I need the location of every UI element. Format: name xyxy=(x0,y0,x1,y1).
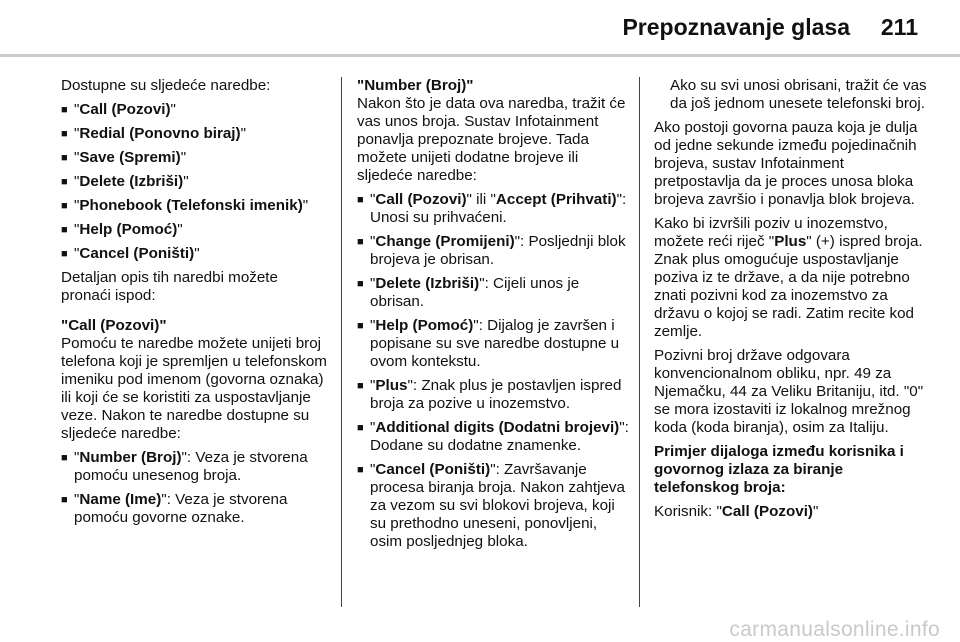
column-3 xyxy=(654,77,932,527)
continuation-text: Ako su svi unosi obrisani, tražit će vas da još jednom unesete telefonski broj. xyxy=(670,77,927,112)
call-heading: "Call (Pozovi)" xyxy=(61,317,167,334)
call-text: Pomoću te naredbe možete unijeti broj telefona koji je spremljen u telefonskom imeniku pod imenom (govorna oznaka) ili koji će se koristiti za uspostavljanje veze. Nakon te naredbe dostupne su sljedeće naredbe: xyxy=(61,335,327,442)
number-command-item: ■ "Plus": Znak plus je postavljen ispred broja za pozive u inozemstvo. xyxy=(357,377,629,413)
column-divider xyxy=(341,77,342,607)
command-item: ■ "Phonebook (Telefonski imenik)" xyxy=(61,197,329,215)
number-command-item: ■ "Cancel (Poništi)": Završavanje procesa biranja broja. Nakon zahtjeva za vezom su svi blokovi brojeva, koji su prethodno uneseni, ponovljeni, osim posljednjeg bloka. xyxy=(357,461,629,551)
number-command-item: ■ "Delete (Izbriši)": Cijeli unos je obrisan. xyxy=(357,275,629,311)
number-command-item: ■ "Change (Promijeni)": Posljednji blok brojeva je obrisan. xyxy=(357,233,629,269)
command-item: ■ "Call (Pozovi)" xyxy=(61,101,329,119)
number-text: Nakon što je data ova naredba, tražit će vas unos broja. Sustav Infotainment ponavlja prepoznate brojeve. Tada možete unijeti dodatne brojeve ili sljedeće naredbe: xyxy=(357,95,626,184)
number-command-item: ■ "Additional digits (Dodatni brojevi)": Dodane su dodatne znamenke. xyxy=(357,419,629,455)
command-item: ■ "Save (Spremi)" xyxy=(61,149,329,167)
column-2 xyxy=(357,77,629,557)
command-item: ■ "Help (Pomoć)" xyxy=(61,221,329,239)
number-command-item: ■ "Call (Pozovi)" ili "Accept (Prihvati)": Unosi su prihvaćeni. xyxy=(357,191,629,227)
header-rule xyxy=(0,54,960,57)
command-item: ■ "Delete (Izbriši)" xyxy=(61,173,329,191)
watermark: carmanualsonline.info xyxy=(729,618,940,641)
page-header xyxy=(0,0,960,62)
country-code-paragraph: Pozivni broj države odgovara konvencionalnom obliku, npr. 49 za Njemačku, 44 za Veliku Britaniju, itd. "0" se mora izostaviti iz lokalnog mrežnog koda (koda biranja), osim za Italiju. xyxy=(654,347,924,436)
example-heading: Primjer dijaloga između korisnika i govornog izlaza za biranje telefonskog broja: xyxy=(654,443,904,496)
pause-paragraph: Ako postoji govorna pauza koja je dulja od jedne sekunde između pojedinačnih brojeva, sustav Infotainment pretpostavlja da je proces unosa bloka brojeva završio i ponavlja blok brojeva. xyxy=(654,119,918,208)
user-line: Korisnik: "Call (Pozovi)" xyxy=(654,503,819,520)
number-command-item: ■ "Help (Pomoć)": Dijalog je završen i popisane su sve naredbe dostupne u ovom kontekstu. xyxy=(357,317,629,371)
column-1 xyxy=(61,77,329,533)
command-item: ■ "Redial (Ponovno biraj)" xyxy=(61,125,329,143)
sub-command-item: ■ "Name (Ime)": Veza je stvorena pomoću govorne oznake. xyxy=(61,491,329,527)
page-number: 211 xyxy=(880,14,918,40)
intro-text: Dostupne su sljedeće naredbe: xyxy=(61,77,271,94)
international-paragraph: Kako bi izvršili poziv u inozemstvo, možete reći riječ "Plus" (+) ispred broja. Znak plus omogućuje uspostavljanje poziva iz te države, a da nije potrebno znati pozivni kod za inozemstvo za državu o kojoj se radi. Zatim recite kod zemlje. xyxy=(654,215,923,340)
page-title: Prepoznavanje glasa xyxy=(622,14,850,40)
column-divider xyxy=(639,77,640,607)
sub-command-item: ■ "Number (Broj)": Veza je stvorena pomoću unesenog broja. xyxy=(61,449,329,485)
command-item: ■ "Cancel (Poništi)" xyxy=(61,245,329,263)
number-heading: "Number (Broj)" xyxy=(357,77,474,94)
detail-text: Detaljan opis tih naredbi možete pronaći ispod: xyxy=(61,269,278,304)
